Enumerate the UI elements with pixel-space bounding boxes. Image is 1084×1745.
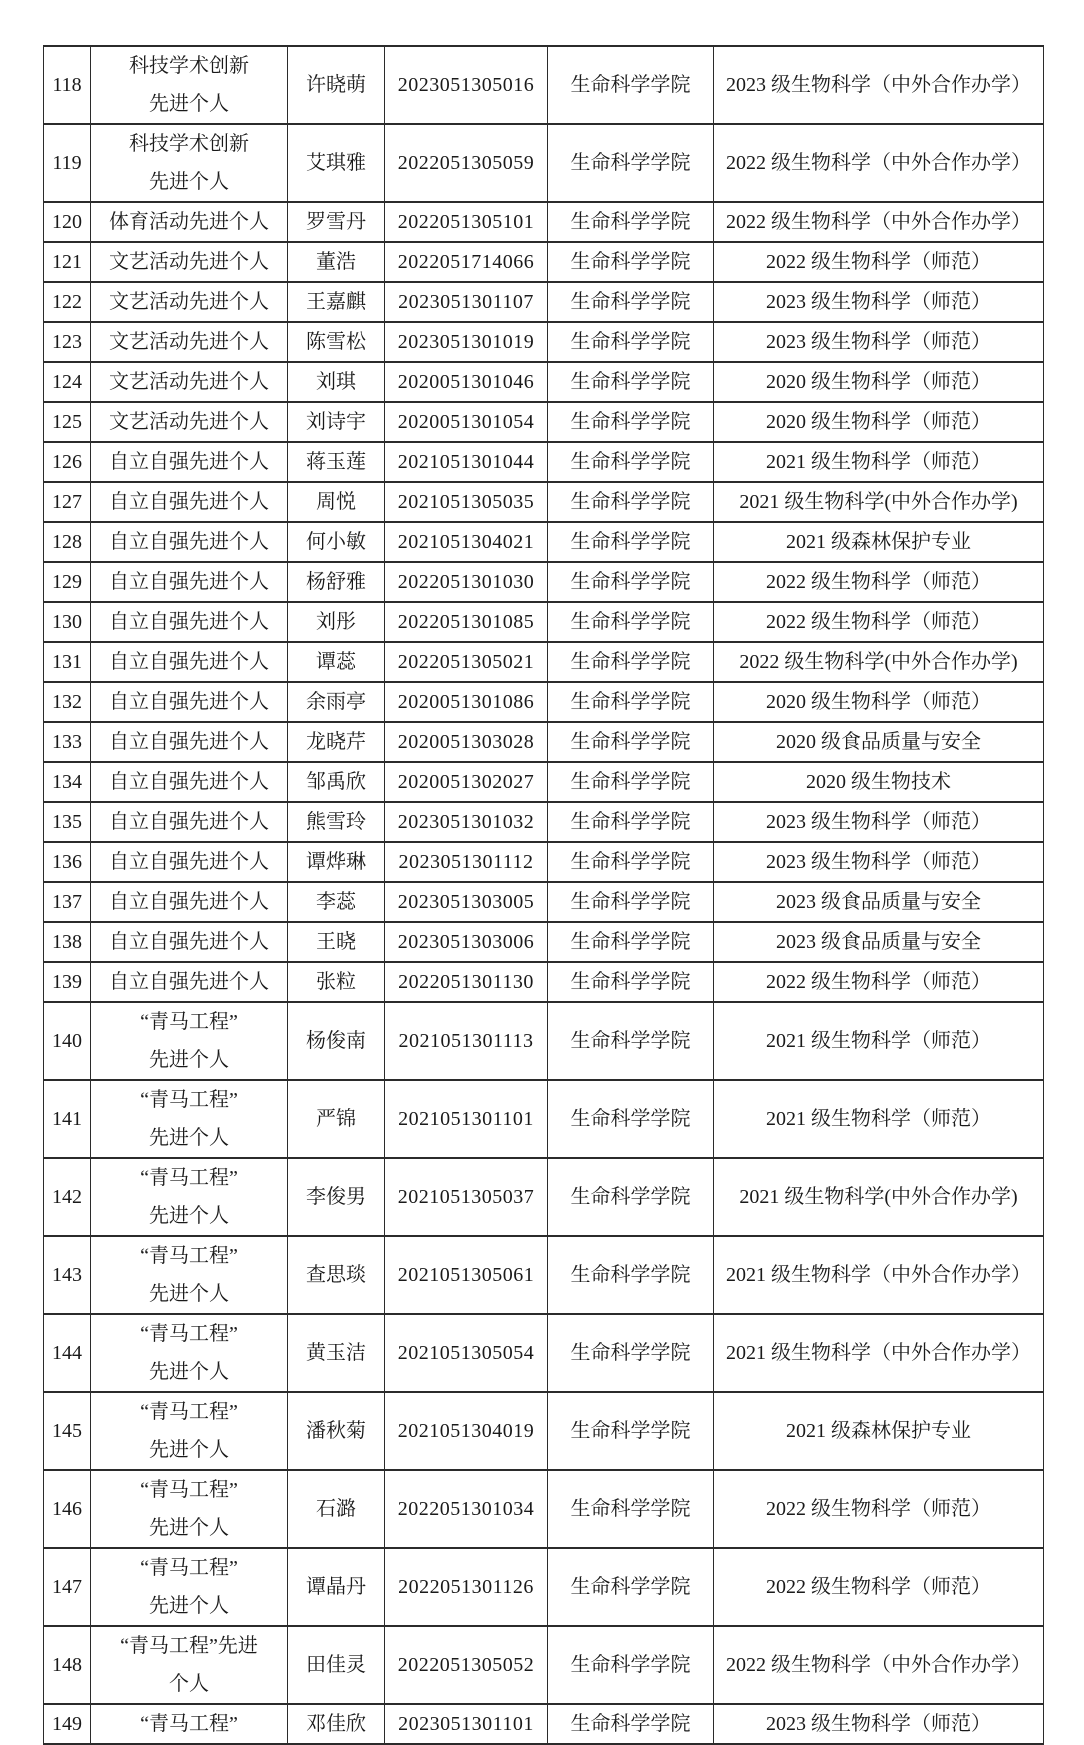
student-name-cell: 杨舒雅 — [288, 562, 385, 602]
student-id-cell: 2023051301112 — [385, 842, 548, 882]
award-title-cell — [91, 46, 288, 124]
table-row — [44, 124, 1044, 202]
award-title-cell — [91, 762, 288, 802]
college-cell: 生命科学学院 — [548, 722, 714, 762]
college-cell: 生命科学学院 — [548, 642, 714, 682]
award-line: 自立自强先进个人 — [109, 491, 269, 513]
table-row — [44, 1080, 1044, 1158]
major-cell: 2023 级生物科学（中外合作办学） — [714, 46, 1044, 124]
student-name-cell: 董浩 — [288, 242, 385, 282]
student-id-cell: 2022051301034 — [385, 1470, 548, 1548]
student-id-cell: 2021051301044 — [385, 442, 548, 482]
award-title-cell — [91, 1470, 288, 1548]
major-cell: 2023 级生物科学（师范） — [714, 1704, 1044, 1744]
college-cell: 生命科学学院 — [548, 922, 714, 962]
award-line: 科技学术创新 — [129, 55, 249, 77]
college-cell: 生命科学学院 — [548, 1626, 714, 1704]
table-row — [44, 46, 1044, 124]
row-number-cell: 149 — [44, 1704, 91, 1744]
student-name-cell: 蒋玉莲 — [288, 442, 385, 482]
major-cell: 2023 级生物科学（师范） — [714, 322, 1044, 362]
college-cell: 生命科学学院 — [548, 1080, 714, 1158]
student-id-cell: 2023051301107 — [385, 282, 548, 322]
award-title-cell — [91, 722, 288, 762]
major-cell: 2022 级生物科学(中外合作办学) — [714, 642, 1044, 682]
award-line: 先进个人 — [149, 1283, 229, 1305]
college-cell: 生命科学学院 — [548, 962, 714, 1002]
award-line: 自立自强先进个人 — [109, 531, 269, 553]
student-id-cell: 2021051305061 — [385, 1236, 548, 1314]
college-cell: 生命科学学院 — [548, 882, 714, 922]
award-line: 自立自强先进个人 — [109, 771, 269, 793]
table-row — [44, 562, 1044, 602]
award-title-cell — [91, 882, 288, 922]
major-cell: 2021 级生物科学(中外合作办学) — [714, 1158, 1044, 1236]
table-row — [44, 1470, 1044, 1548]
row-number-cell: 128 — [44, 522, 91, 562]
table-row — [44, 522, 1044, 562]
college-cell: 生命科学学院 — [548, 562, 714, 602]
major-cell: 2021 级生物科学（师范） — [714, 1002, 1044, 1080]
award-line: 先进个人 — [149, 93, 229, 115]
student-id-cell: 2022051301085 — [385, 602, 548, 642]
college-cell: 生命科学学院 — [548, 522, 714, 562]
award-title-cell — [91, 1314, 288, 1392]
student-id-cell: 2022051305021 — [385, 642, 548, 682]
row-number-cell: 141 — [44, 1080, 91, 1158]
major-cell: 2022 级生物科学（师范） — [714, 242, 1044, 282]
college-cell: 生命科学学院 — [548, 202, 714, 242]
row-number-cell: 118 — [44, 46, 91, 124]
award-title-cell — [91, 522, 288, 562]
student-name-cell: 李蕊 — [288, 882, 385, 922]
row-number-cell: 143 — [44, 1236, 91, 1314]
major-cell: 2020 级生物科学（师范） — [714, 682, 1044, 722]
student-id-cell: 2023051301101 — [385, 1704, 548, 1744]
student-id-cell: 2023051303005 — [385, 882, 548, 922]
student-name-cell: 王嘉麒 — [288, 282, 385, 322]
student-id-cell: 2022051305101 — [385, 202, 548, 242]
student-name-cell: 龙晓芹 — [288, 722, 385, 762]
student-id-cell: 2022051714066 — [385, 242, 548, 282]
college-cell: 生命科学学院 — [548, 46, 714, 124]
student-name-cell: 查思琰 — [288, 1236, 385, 1314]
major-cell: 2022 级生物科学（中外合作办学） — [714, 202, 1044, 242]
award-line: 自立自强先进个人 — [109, 571, 269, 593]
award-line: 文艺活动先进个人 — [109, 251, 269, 273]
student-name-cell: 何小敏 — [288, 522, 385, 562]
table-row — [44, 842, 1044, 882]
award-title-cell — [91, 1626, 288, 1704]
award-line: 自立自强先进个人 — [109, 731, 269, 753]
student-id-cell: 2023051301032 — [385, 802, 548, 842]
row-number-cell: 138 — [44, 922, 91, 962]
student-name-cell: 罗雪丹 — [288, 202, 385, 242]
college-cell: 生命科学学院 — [548, 442, 714, 482]
student-id-cell: 2022051301130 — [385, 962, 548, 1002]
row-number-cell: 130 — [44, 602, 91, 642]
student-id-cell: 2021051301113 — [385, 1002, 548, 1080]
major-cell: 2021 级生物科学（中外合作办学） — [714, 1236, 1044, 1314]
table-row — [44, 1704, 1044, 1744]
major-cell: 2020 级食品质量与安全 — [714, 722, 1044, 762]
row-number-cell: 135 — [44, 802, 91, 842]
award-line: 自立自强先进个人 — [109, 451, 269, 473]
college-cell: 生命科学学院 — [548, 1704, 714, 1744]
row-number-cell: 137 — [44, 882, 91, 922]
major-cell: 2023 级生物科学（师范） — [714, 282, 1044, 322]
student-name-cell: 王晓 — [288, 922, 385, 962]
award-line: “青马工程” — [140, 1323, 238, 1345]
major-cell: 2022 级生物科学（师范） — [714, 1548, 1044, 1626]
row-number-cell: 148 — [44, 1626, 91, 1704]
major-cell: 2022 级生物科学（师范） — [714, 1470, 1044, 1548]
award-line: 个人 — [169, 1673, 209, 1695]
award-line: 自立自强先进个人 — [109, 971, 269, 993]
student-name-cell: 潘秋菊 — [288, 1392, 385, 1470]
row-number-cell: 124 — [44, 362, 91, 402]
award-line: “青马工程” — [140, 1557, 238, 1579]
major-cell: 2023 级生物科学（师范） — [714, 802, 1044, 842]
award-title-cell — [91, 642, 288, 682]
award-title-cell — [91, 1392, 288, 1470]
row-number-cell: 136 — [44, 842, 91, 882]
major-cell: 2021 级森林保护专业 — [714, 1392, 1044, 1470]
row-number-cell: 125 — [44, 402, 91, 442]
row-number-cell: 129 — [44, 562, 91, 602]
college-cell: 生命科学学院 — [548, 802, 714, 842]
student-name-cell: 周悦 — [288, 482, 385, 522]
student-name-cell: 张粒 — [288, 962, 385, 1002]
award-title-cell — [91, 442, 288, 482]
table-row — [44, 642, 1044, 682]
award-line: “青马工程”先进 — [120, 1635, 258, 1657]
award-line: 先进个人 — [149, 171, 229, 193]
award-title-cell — [91, 482, 288, 522]
award-line: “青马工程” — [140, 1479, 238, 1501]
award-line: 文艺活动先进个人 — [109, 371, 269, 393]
table-row — [44, 242, 1044, 282]
row-number-cell: 145 — [44, 1392, 91, 1470]
award-title-cell — [91, 1080, 288, 1158]
table-row — [44, 1392, 1044, 1470]
student-id-cell: 2022051301030 — [385, 562, 548, 602]
table-row — [44, 922, 1044, 962]
college-cell: 生命科学学院 — [548, 402, 714, 442]
major-cell: 2022 级生物科学（中外合作办学） — [714, 1626, 1044, 1704]
row-number-cell: 140 — [44, 1002, 91, 1080]
award-title-cell — [91, 682, 288, 722]
award-line: “青马工程” — [140, 1245, 238, 1267]
student-name-cell: 刘琪 — [288, 362, 385, 402]
student-name-cell: 严锦 — [288, 1080, 385, 1158]
row-number-cell: 142 — [44, 1158, 91, 1236]
award-line: 先进个人 — [149, 1049, 229, 1071]
row-number-cell: 147 — [44, 1548, 91, 1626]
student-id-cell: 2021051301101 — [385, 1080, 548, 1158]
row-number-cell: 126 — [44, 442, 91, 482]
student-name-cell: 杨俊南 — [288, 1002, 385, 1080]
college-cell: 生命科学学院 — [548, 282, 714, 322]
student-name-cell: 石潞 — [288, 1470, 385, 1548]
major-cell: 2021 级生物科学(中外合作办学) — [714, 482, 1044, 522]
college-cell: 生命科学学院 — [548, 124, 714, 202]
award-line: “青马工程” — [140, 1167, 238, 1189]
award-line: “青马工程” — [140, 1011, 238, 1033]
row-number-cell: 132 — [44, 682, 91, 722]
student-id-cell: 2020051301054 — [385, 402, 548, 442]
major-cell: 2023 级生物科学（师范） — [714, 842, 1044, 882]
award-line: 自立自强先进个人 — [109, 851, 269, 873]
college-cell: 生命科学学院 — [548, 682, 714, 722]
student-name-cell: 熊雪玲 — [288, 802, 385, 842]
student-id-cell: 2020051301086 — [385, 682, 548, 722]
student-id-cell: 2020051302027 — [385, 762, 548, 802]
college-cell: 生命科学学院 — [548, 1314, 714, 1392]
award-title-cell — [91, 1236, 288, 1314]
award-title-cell — [91, 802, 288, 842]
award-line: 自立自强先进个人 — [109, 811, 269, 833]
student-name-cell: 李俊男 — [288, 1158, 385, 1236]
table-row — [44, 1236, 1044, 1314]
college-cell: 生命科学学院 — [548, 1236, 714, 1314]
award-line: 自立自强先进个人 — [109, 931, 269, 953]
student-name-cell: 黄玉洁 — [288, 1314, 385, 1392]
major-cell: 2022 级生物科学（师范） — [714, 602, 1044, 642]
student-name-cell: 余雨亭 — [288, 682, 385, 722]
award-line: 自立自强先进个人 — [109, 691, 269, 713]
major-cell: 2022 级生物科学（师范） — [714, 562, 1044, 602]
row-number-cell: 123 — [44, 322, 91, 362]
major-cell: 2021 级生物科学（中外合作办学） — [714, 1314, 1044, 1392]
award-title-cell — [91, 1158, 288, 1236]
award-line: 文艺活动先进个人 — [109, 291, 269, 313]
award-title-cell — [91, 562, 288, 602]
student-id-cell: 2022051305052 — [385, 1626, 548, 1704]
college-cell: 生命科学学院 — [548, 1470, 714, 1548]
student-name-cell: 谭蕊 — [288, 642, 385, 682]
student-name-cell: 艾琪雅 — [288, 124, 385, 202]
college-cell: 生命科学学院 — [548, 762, 714, 802]
major-cell: 2020 级生物科学（师范） — [714, 362, 1044, 402]
student-id-cell: 2021051304021 — [385, 522, 548, 562]
table-row — [44, 722, 1044, 762]
award-title-cell — [91, 402, 288, 442]
major-cell: 2022 级生物科学（师范） — [714, 962, 1044, 1002]
student-id-cell: 2020051303028 — [385, 722, 548, 762]
table-row — [44, 962, 1044, 1002]
major-cell: 2023 级食品质量与安全 — [714, 922, 1044, 962]
award-line: 自立自强先进个人 — [109, 891, 269, 913]
award-title-cell — [91, 282, 288, 322]
table-row — [44, 602, 1044, 642]
award-line: 体育活动先进个人 — [109, 211, 269, 233]
row-number-cell: 121 — [44, 242, 91, 282]
major-cell: 2020 级生物科学（师范） — [714, 402, 1044, 442]
college-cell: 生命科学学院 — [548, 602, 714, 642]
student-id-cell: 2020051301046 — [385, 362, 548, 402]
table-row — [44, 682, 1044, 722]
award-line: 先进个人 — [149, 1205, 229, 1227]
student-id-cell: 2023051303006 — [385, 922, 548, 962]
major-cell: 2020 级生物技术 — [714, 762, 1044, 802]
major-cell: 2021 级森林保护专业 — [714, 522, 1044, 562]
college-cell: 生命科学学院 — [548, 362, 714, 402]
student-id-cell: 2023051301019 — [385, 322, 548, 362]
table-row — [44, 442, 1044, 482]
table-row — [44, 482, 1044, 522]
college-cell: 生命科学学院 — [548, 322, 714, 362]
table-row — [44, 202, 1044, 242]
row-number-cell: 139 — [44, 962, 91, 1002]
student-name-cell: 谭晶丹 — [288, 1548, 385, 1626]
student-name-cell: 邹禹欣 — [288, 762, 385, 802]
award-line: “青马工程” — [140, 1401, 238, 1423]
student-name-cell: 刘诗宇 — [288, 402, 385, 442]
student-name-cell: 田佳灵 — [288, 1626, 385, 1704]
row-number-cell: 122 — [44, 282, 91, 322]
college-cell: 生命科学学院 — [548, 1392, 714, 1470]
table-row — [44, 1548, 1044, 1626]
major-cell: 2023 级食品质量与安全 — [714, 882, 1044, 922]
major-cell: 2021 级生物科学（师范） — [714, 1080, 1044, 1158]
table-row — [44, 322, 1044, 362]
row-number-cell: 119 — [44, 124, 91, 202]
student-id-cell: 2022051305059 — [385, 124, 548, 202]
student-id-cell: 2023051305016 — [385, 46, 548, 124]
row-number-cell: 134 — [44, 762, 91, 802]
award-line: 科技学术创新 — [129, 133, 249, 155]
college-cell: 生命科学学院 — [548, 1002, 714, 1080]
table-row — [44, 1158, 1044, 1236]
award-line: “青马工程” — [140, 1713, 238, 1735]
award-line: 文艺活动先进个人 — [109, 411, 269, 433]
student-id-cell: 2021051305035 — [385, 482, 548, 522]
student-id-cell: 2021051305054 — [385, 1314, 548, 1392]
award-title-cell — [91, 842, 288, 882]
row-number-cell: 131 — [44, 642, 91, 682]
major-cell: 2022 级生物科学（中外合作办学） — [714, 124, 1044, 202]
major-cell: 2021 级生物科学（师范） — [714, 442, 1044, 482]
award-line: 自立自强先进个人 — [109, 651, 269, 673]
award-line: 先进个人 — [149, 1517, 229, 1539]
award-title-cell — [91, 922, 288, 962]
award-line: 先进个人 — [149, 1595, 229, 1617]
award-title-cell — [91, 242, 288, 282]
college-cell: 生命科学学院 — [548, 1548, 714, 1626]
award-line: 自立自强先进个人 — [109, 611, 269, 633]
row-number-cell: 146 — [44, 1470, 91, 1548]
table-row — [44, 282, 1044, 322]
award-title-cell — [91, 1548, 288, 1626]
table-row — [44, 402, 1044, 442]
award-title-cell — [91, 1002, 288, 1080]
award-title-cell — [91, 124, 288, 202]
table-row — [44, 762, 1044, 802]
award-title-cell — [91, 362, 288, 402]
award-line: 文艺活动先进个人 — [109, 331, 269, 353]
table-row — [44, 1626, 1044, 1704]
college-cell: 生命科学学院 — [548, 482, 714, 522]
table-row — [44, 802, 1044, 842]
row-number-cell: 120 — [44, 202, 91, 242]
college-cell: 生命科学学院 — [548, 242, 714, 282]
award-line: 先进个人 — [149, 1127, 229, 1149]
table-row — [44, 882, 1044, 922]
student-name-cell: 刘彤 — [288, 602, 385, 642]
row-number-cell: 127 — [44, 482, 91, 522]
student-name-cell: 谭烨琳 — [288, 842, 385, 882]
table-row — [44, 1002, 1044, 1080]
table-row — [44, 1314, 1044, 1392]
award-title-cell — [91, 322, 288, 362]
college-cell: 生命科学学院 — [548, 1158, 714, 1236]
award-line: “青马工程” — [140, 1089, 238, 1111]
student-name-cell: 邓佳欣 — [288, 1704, 385, 1744]
student-name-cell: 陈雪松 — [288, 322, 385, 362]
award-line: 先进个人 — [149, 1439, 229, 1461]
row-number-cell: 133 — [44, 722, 91, 762]
award-title-cell — [91, 202, 288, 242]
student-id-cell: 2021051305037 — [385, 1158, 548, 1236]
student-awards-table — [43, 45, 1044, 1745]
award-title-cell — [91, 962, 288, 1002]
student-id-cell: 2022051301126 — [385, 1548, 548, 1626]
student-id-cell: 2021051304019 — [385, 1392, 548, 1470]
award-title-cell — [91, 602, 288, 642]
award-title-cell — [91, 1704, 288, 1744]
row-number-cell: 144 — [44, 1314, 91, 1392]
award-line: 先进个人 — [149, 1361, 229, 1383]
table-row — [44, 362, 1044, 402]
college-cell: 生命科学学院 — [548, 842, 714, 882]
student-name-cell: 许晓萌 — [288, 46, 385, 124]
